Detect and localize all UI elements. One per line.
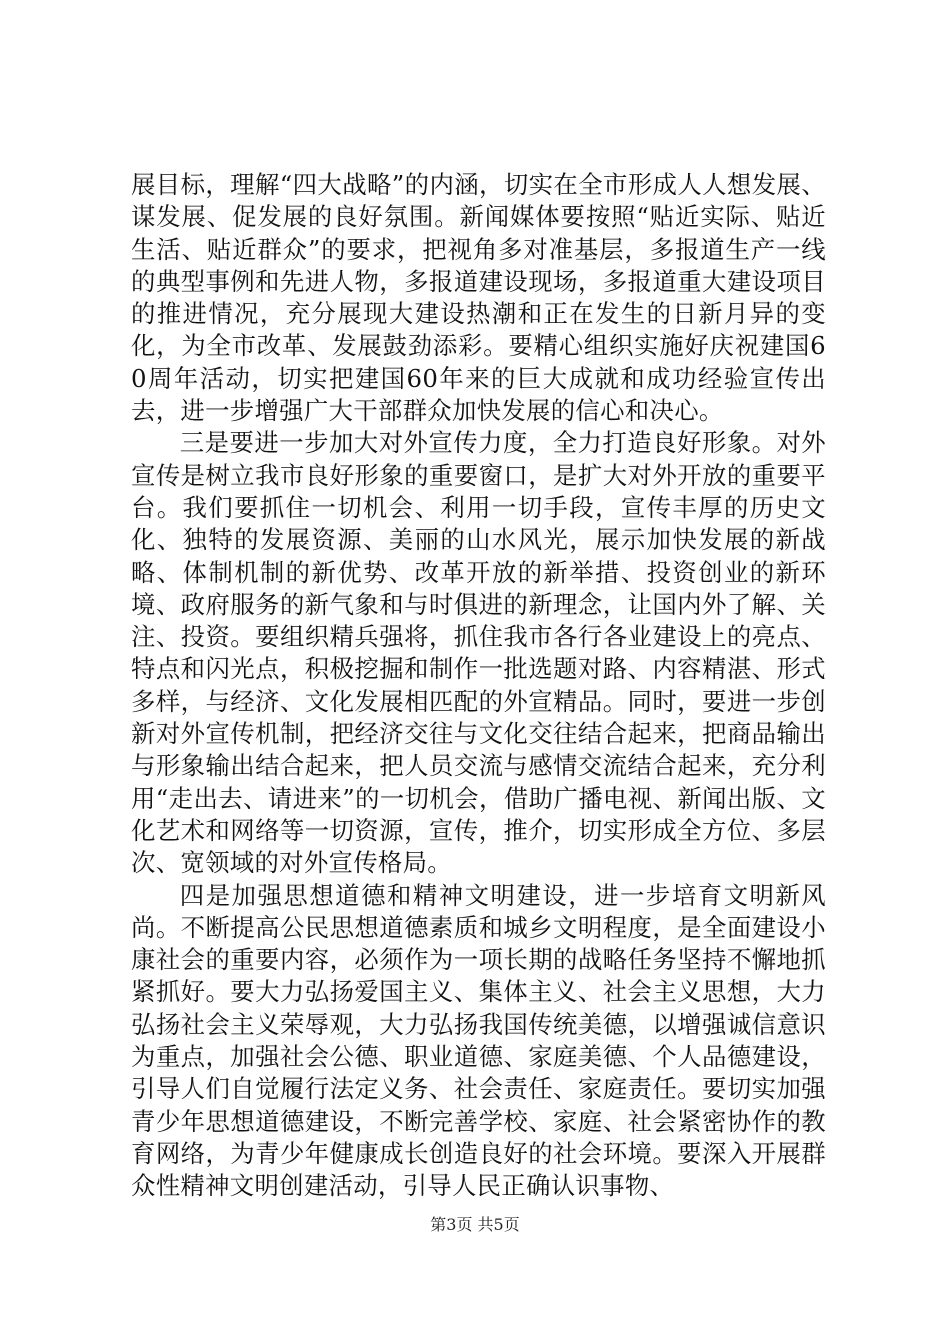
page-number-footer: 第3页 共5页: [430, 1215, 520, 1234]
document-body: [131, 169, 826, 1203]
paragraph-continuation: 展目标，理解“四大战略”的内涵，切实在全市形成人人想发展、谋发展、促发展的良好氛围。新闻媒体要按照“贴近实际、贴近生活、贴近群众”的要求，把视角多对准基层，多报道生产一线的典型事例和先进人物，多报道建设现场，多报道重大建设项目的推进情况，充分展现大建设热潮和正在发生的日新月异的变化，为全市改革、发展鼓劲添彩。要精心组织实施好庆祝建国60周年活动，切实把建国60年来的巨大成就和成功经验宣传出去，进一步增强广大干部群众加快发展的信心和决心。: [131, 170, 826, 426]
paragraph-external-publicity: 三是要进一步加大对外宣传力度，全力打造良好形象。对外宣传是树立我市良好形象的重要窗口，是扩大对外开放的重要平台。我们要抓住一切机会、利用一切手段，宣传丰厚的历史文化、独特的发展资源、美丽的山水风光，展示加快发展的新战略、体制机制的新优势、改革开放的新举措、投资创业的新环境、政府服务的新气象和与时俱进的新理念，让国内外了解、关注、投资。要组织精兵强将，抓住我市各行各业建设上的亮点、特点和闪光点，积极挖掘和制作一批选题对路、内容精湛、形式多样，与经济、文化发展相匹配的外宣精品。同时，要进一步创新对外宣传机制，把经济交往与文化交往结合起来，把商品输出与形象输出结合起来，把人员交流与感情交流结合起来，充分利用“走出去、请进来”的一切机会，借助广播电视、新闻出版、文化艺术和网络等一切资源，宣传，推介，切实形成全方位、多层次、宽领域的对外宣传格局。: [131, 428, 826, 878]
paragraph-moral-civilization: 四是加强思想道德和精神文明建设，进一步培育文明新风尚。不断提高公民思想道德素质和城乡文明程度，是全面建设小康社会的重要内容，必须作为一项长期的战略任务坚持不懈地抓紧抓好。要大力弘扬爱国主义、集体主义、社会主义思想，大力弘扬社会主义荣辱观，大力弘扬我国传统美德，以增强诚信意识为重点，加强社会公德、职业道德、家庭美德、个人品德建设，引导人们自觉履行法定义务、社会责任、家庭责任。要切实加强青少年思想道德建设，不断完善学校、家庭、社会紧密协作的教育网络，为青少年健康成长创造良好的社会环境。要深入开展群众性精神文明创建活动，引导人民正确认识事物、: [131, 880, 826, 1201]
